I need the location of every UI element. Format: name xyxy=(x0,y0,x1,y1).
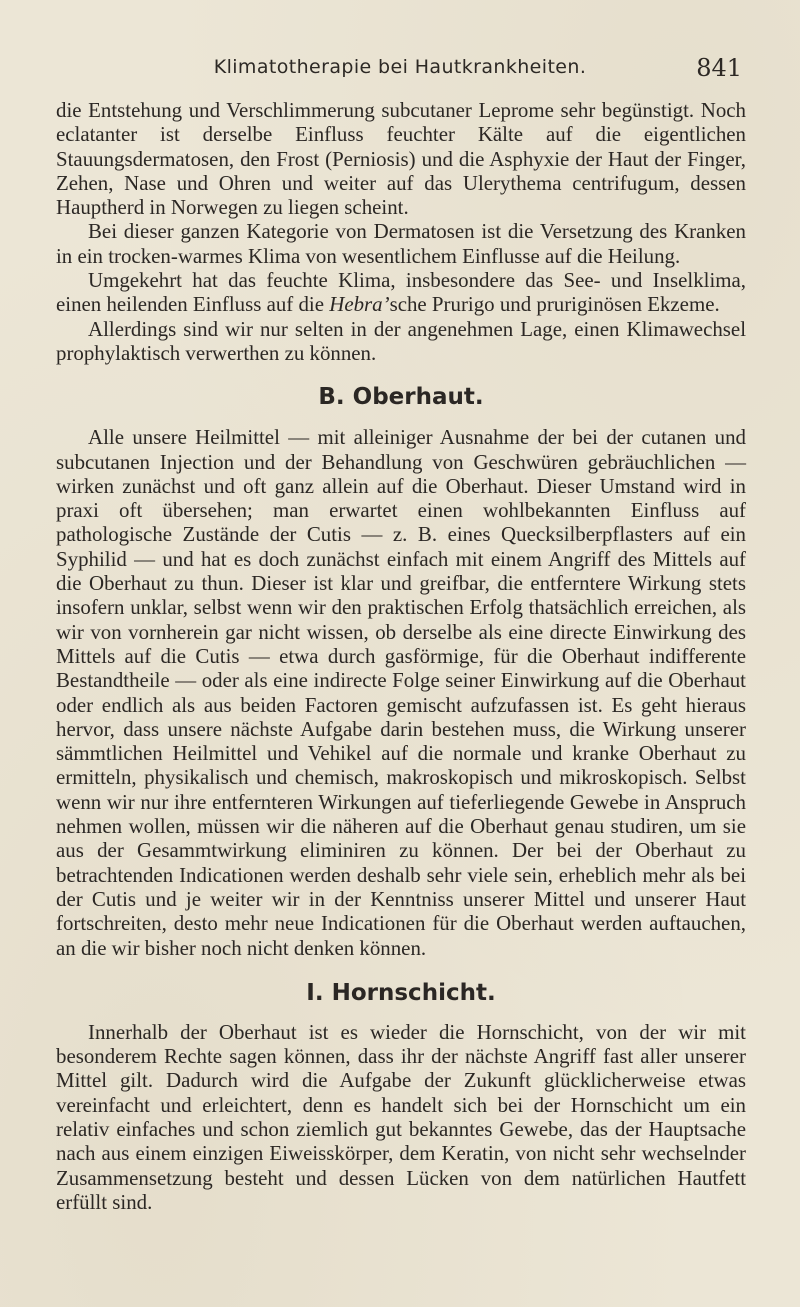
section-heading-hornschicht: I. Hornschicht. xyxy=(306,979,496,1006)
paragraph-continuation: die Entstehung und Verschlimmerung subcutaner Leprome sehr begünstigt. Noch eclatanter ist derselbe Einfluss feuchter Kälte auf die eigentlichen Stauungsdermatosen, den Frost (Perniosis) und die Asphyxie der Haut der Finger, Zehen, Nase und Ohren und weiter auf das Ulerythema centrifugum, dessen Hauptherd in Norwegen zu liegen scheint. xyxy=(56,98,746,220)
page-number: 841 xyxy=(696,54,742,82)
page-body xyxy=(56,98,746,1214)
paragraph-text: sche Prurigo und pruriginösen Ekzeme. xyxy=(389,292,720,317)
section-heading-oberhaut: B. Oberhaut. xyxy=(318,384,484,411)
paragraph-text: Umgekehrt hat das feuchte Klima, insbesondere das See- und Inselklima, einen heilenden Einfluss auf die xyxy=(56,268,746,317)
paragraph-humid-climate xyxy=(56,268,746,317)
running-title: Klimatotherapie bei Hautkrankheiten. xyxy=(213,56,587,78)
running-header xyxy=(56,56,744,86)
paragraph-hornschicht: Innerhalb der Oberhaut ist es wieder die Hornschicht, von der wir mit besonderem Rechte sagen können, dass ihr der nächste Angriff fast aller unserer Mittel gilt. Dadurch wird die Aufgabe der Zukunft glücklicherweise etwas vereinfacht und erleichtert, denn es handelt sich bei der Hornschicht um ein relativ einfaches und schon ziemlich gut bekanntes Gewebe, das der Hauptsache nach aus einem einzigen Eiweisskörper, dem Keratin, von nicht sehr wechselnder Zusammensetzung besteht und dessen Lücken von dem natürlichen Hautfett erfüllt sind. xyxy=(56,1019,746,1214)
paragraph-oberhaut: Alle unsere Heilmittel — mit alleiniger Ausnahme der bei der cutanen und subcutanen Injection und der Behandlung von Geschwüren gebräuchlichen — wirken zunächst und oft ganz allein auf die Oberhaut. Dieser Umstand wird in praxi oft übersehen; man erwartet einen wohlbekannten Einfluss auf pathologische Zustände der Cutis — z. B. eines Quecksilberpflasters auf ein Syphilid — und hat es doch zunächst einfach mit einem Angriff des Mittels auf die Oberhaut zu thun. Dieser ist klar und greifbar, die entferntere Wirkung stets insofern unklar, selbst wenn wir den praktischen Erfolg thatsächlich erreichen, als wir von vornherein gar nicht wissen, ob derselbe als eine directe Einwirkung des Mittels auf die Cutis — etwa durch gasförmige, für die Oberhaut indifferente Bestandtheile — oder als eine indirecte Folge seiner Einwirkung auf die Oberhaut oder endlich als aus beiden Factoren gemischt aufzufassen ist. Es geht hieraus hervor, dass unsere nächste Aufgabe darin bestehen muss, die Wirkung unserer sämmtlichen Heilmittel und Vehikel auf die normale und kranke Oberhaut zu ermitteln, physikalisch und chemisch, makroskopisch und mikroskopisch. Selbst wenn wir nur ihre entfernteren Wirkungen auf tieferliegende Gewebe in Anspruch nehmen wollen, müssen wir die näheren auf die Oberhaut genau studiren, um sie aus der Gesammtwirkung eliminiren zu können. Der bei der Oberhaut zu betrachtenden Indicationen werden deshalb sehr viele sein, erheblich mehr als bei der Cutis und je weiter wir in der Kenntniss unserer Mittel und unserer Haut fortschreiten, desto mehr neue Indicationen für die Oberhaut werden auftauchen, an die wir bisher noch nicht denken können. xyxy=(56,425,746,960)
paragraph-dry-warm-climate: Bei dieser ganzen Kategorie von Dermatosen ist die Versetzung des Kranken in ein trocken-warmes Klima von wesentlichem Einflusse auf die Heilung. xyxy=(56,219,746,268)
paragraph-prophylaxis: Allerdings sind wir nur selten in der angenehmen Lage, einen Klimawechsel prophylaktisch verwerthen zu können. xyxy=(56,316,746,365)
author-name-hebra: Hebra’ xyxy=(329,292,390,317)
